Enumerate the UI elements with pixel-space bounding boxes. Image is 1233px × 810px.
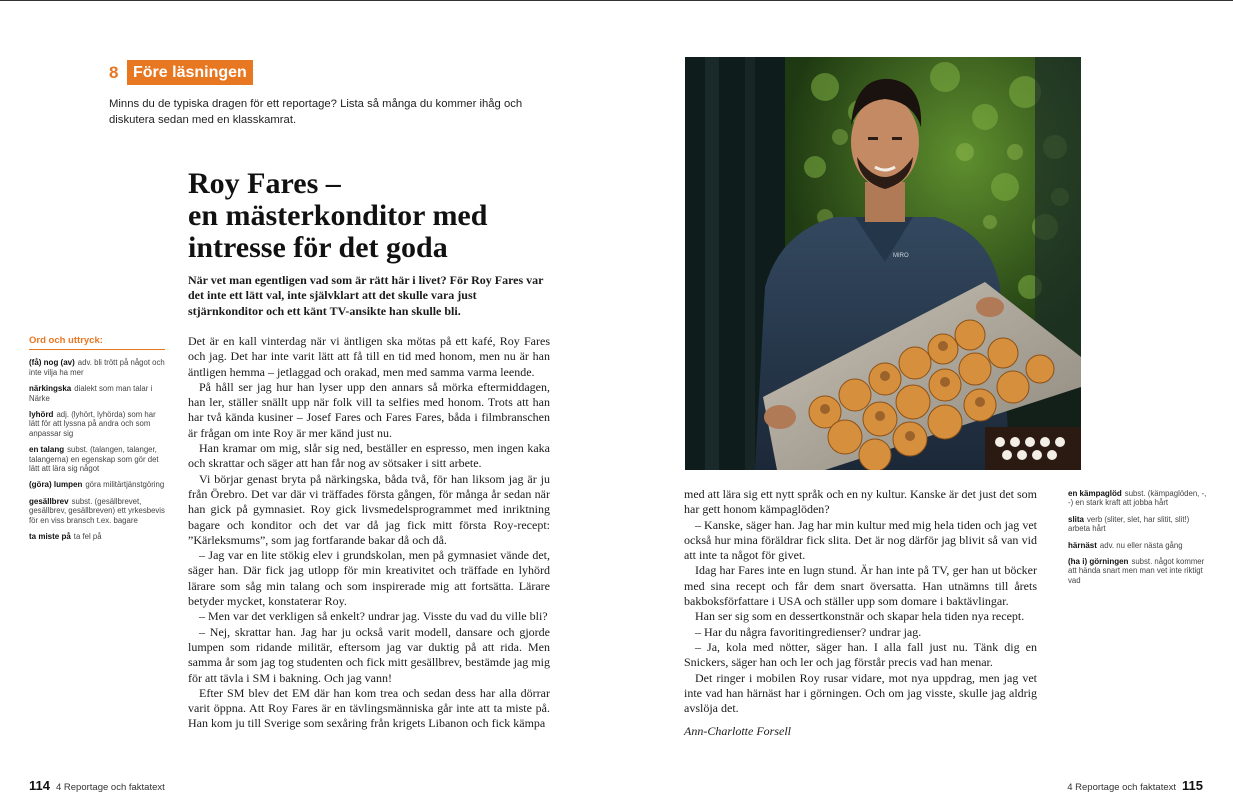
glossary-definition: subst. (kämpaglöden, -, -) en stark kraft att jobba hårt (1068, 489, 1207, 508)
glossary-term: ta miste på (29, 532, 71, 542)
chef-photo-illustration (685, 57, 1081, 470)
article-column-left (188, 334, 550, 732)
glossary-term: en talang (29, 445, 65, 455)
title-line: en mästerkonditor med (188, 199, 488, 232)
task-title: Före läsningen (127, 60, 253, 85)
paragraph: På håll ser jag hur han lyser upp den annars så mörka eftermiddagen, han ler, ställer snällt upp när folk vill ta selfies med honom. Trots att han har två kända kusiner – Josef Fares och Fares Fares, båda i filmbranschen är frågan om inte Roy är mer känd just nu. (188, 379, 550, 440)
glossary-definition: göra militärtjänstgöring (85, 480, 165, 490)
glossary-item (29, 358, 165, 377)
glossary-term: härnäst (1068, 540, 1097, 550)
task-header (109, 60, 253, 85)
glossary-item (1068, 557, 1208, 585)
byline: Ann-Charlotte Forsell (684, 724, 791, 738)
glossary-term: gesällbrev (29, 496, 69, 506)
paragraph: – Har du några favoritingredienser? undrar jag. (695, 624, 922, 639)
glossary-term: slita (1068, 514, 1085, 524)
top-rule (0, 0, 1233, 1)
paragraph: – Men var det verkligen så enkelt? undrar jag. Visste du vad du ville bli? (199, 609, 548, 624)
section-label: 4 Reportage och faktatext (55, 782, 165, 793)
title-line: Roy Fares – (188, 167, 341, 200)
glossary-right (1068, 489, 1208, 592)
paragraph: Efter SM blev det EM där han kom trea och sedan dess har alla dörrar varit öppna. Att Roy Fares är en tävlingsmänniska går inte att ta miste på. Han kom ju till Sverige som sexåring från krigets Libanon och fick kämpa (188, 685, 550, 731)
paragraph: Idag har Fares inte en lugn stund. Är han inte på TV, ger han ut böcker med sina recept och får dem snart översatta. Han utnämns till årets bakboksförfattare i USA och ställer upp som domare i baktävlingar. (684, 563, 1037, 609)
glossary-item (29, 410, 165, 438)
glossary-item (1068, 541, 1208, 550)
paragraph: – Kanske, säger han. Jag har min kultur med mig hela tiden och jag vet också hur mina föräldrar fick slita. Det är nog därför jag blivit så van vid att inte ta något för givet. (684, 517, 1037, 563)
task-instructions: Minns du de typiska dragen för ett reportage? Lista så många du kommer ihåg och diskutera sedan med en klasskamrat. (109, 98, 523, 126)
glossary-definition: adj. (lyhört, lyhörda) som har lätt för att lyssna på andra och som anpassar sig (29, 410, 156, 438)
glossary-term: närkingska (29, 384, 72, 394)
glossary-term: en kämpaglöd (1068, 489, 1122, 498)
glossary-item (29, 532, 165, 541)
task-number: 8 (109, 62, 119, 82)
glossary-term: (få) nog (av) (29, 358, 75, 368)
page-number: 114 (29, 778, 50, 793)
glossary-heading: Ord och uttryck: (29, 336, 165, 350)
glossary-item (1068, 489, 1208, 508)
chef-photo (685, 57, 1081, 470)
glossary-definition: subst. (talangen, talanger, talangerna) en egenskap som gör det lätt att lära sig något (29, 445, 159, 474)
paragraph: Vi börjar genast bryta på närkingska, båda två, för han liksom jag är ju från Örebro. Det var där vi träffades första gången, för många år sedan när han gick på gymnasiet. Roy gick livsmedelsprogrammet med inriktning bagare och konditor och det var då jag fick mitt första Roy-recept: ”Kärleksmums”, som jag fortfarande bakar då och då. (188, 471, 550, 547)
glossary-definition: adv. bli trött på något och inte vilja ha mer (29, 358, 165, 377)
title-line: intresse för det goda (188, 231, 448, 264)
paragraph: med att lära sig ett nytt språk och en ny kultur. Kanske är det just det som har gett honom kämpaglöden? (684, 487, 1037, 517)
glossary-item (29, 445, 165, 473)
glossary-definition: verb (sliter, slet, har slitit, slit!) arbeta hårt (1068, 514, 1190, 534)
article-title (188, 168, 548, 264)
glossary-item (29, 480, 165, 489)
glossary-definition: subst. något kommer att hända snart men man vet inte riktigt vad (1068, 557, 1205, 585)
paragraph: Han kramar om mig, slår sig ned, beställer en espresso, men ingen kaka och skrattar och säger att han får nog av sötsaker i sitt arbete. (188, 441, 550, 471)
footer-left (29, 778, 165, 793)
paragraph: Det ringer i mobilen Roy rusar vidare, mot nya uppdrag, men jag vet inte vad han härnäst har i görningen. Och om jag visste, skulle jag aldrig avslöja det. (684, 670, 1037, 716)
glossary-definition: adv. nu eller nästa gång (1099, 540, 1183, 550)
footer-right (1067, 778, 1203, 793)
paragraph: – Ja, kola med nötter, säger han. I alla fall just nu. Tänk dig en Snickers, säger han och ler och jag förstår precis vad han menar. (684, 639, 1037, 670)
glossary-term: (göra) lumpen (29, 480, 83, 490)
paragraph: Det är en kall vinterdag när vi äntligen ska mötas på ett kafé, Roy Fares och jag. Det har inte varit lätt att få till en tid med honom, men nu är han äntligen hemma – jetlaggad och orakad, men med samma varma leende. (188, 334, 550, 379)
article-column-right (684, 487, 1037, 716)
glossary-item (29, 384, 165, 403)
glossary-definition: ta fel på (73, 532, 102, 542)
glossary-definition: dialekt som man talar i Närke (29, 384, 153, 403)
article-ingress: När vet man egentligen vad som är rätt här i livet? För Roy Fares var det inte ett lätt val, inte självklart att det skulle vara just stjärnkonditor och ett känt TV-ansikte han skulle bli. (188, 273, 544, 318)
paragraph: Han ser sig som en dessertkonstnär och skapar hela tiden nya recept. (695, 609, 1025, 624)
apron-text: MIRO (893, 253, 909, 259)
section-label: 4 Reportage och faktatext (1067, 782, 1177, 793)
page-number: 115 (1182, 778, 1203, 793)
glossary-term: (ha i) görningen (1068, 557, 1129, 567)
glossary-item (29, 497, 165, 525)
glossary-left (29, 336, 165, 549)
glossary-term: lyhörd (29, 410, 54, 420)
paragraph: – Nej, skrattar han. Jag har ju också varit modell, dansare och gjorde lumpen som ridande militär, eftersom jag var duktig på att rida. Men samma år som jag tog studenten och fick mitt gesällbrev, bestämde jag mig för att tävla i SM i bakning. Och jag vann! (188, 624, 550, 685)
paragraph: – Jag var en lite stökig elev i grundskolan, men på gymnasiet vände det, säger han. Där fick jag utlopp för min kreativitet och träffade en lyhörd lärare som såg min talang och som inspirerade mig att fortsätta. Lärare betyder mycket, konstaterar Roy. (188, 548, 550, 609)
glossary-definition: subst. (gesällbrevet, gesällbrev, gesällbreven) ett yrkesbevis för en viss bransch t.ex. bagare (29, 496, 165, 525)
glossary-item (1068, 515, 1208, 534)
